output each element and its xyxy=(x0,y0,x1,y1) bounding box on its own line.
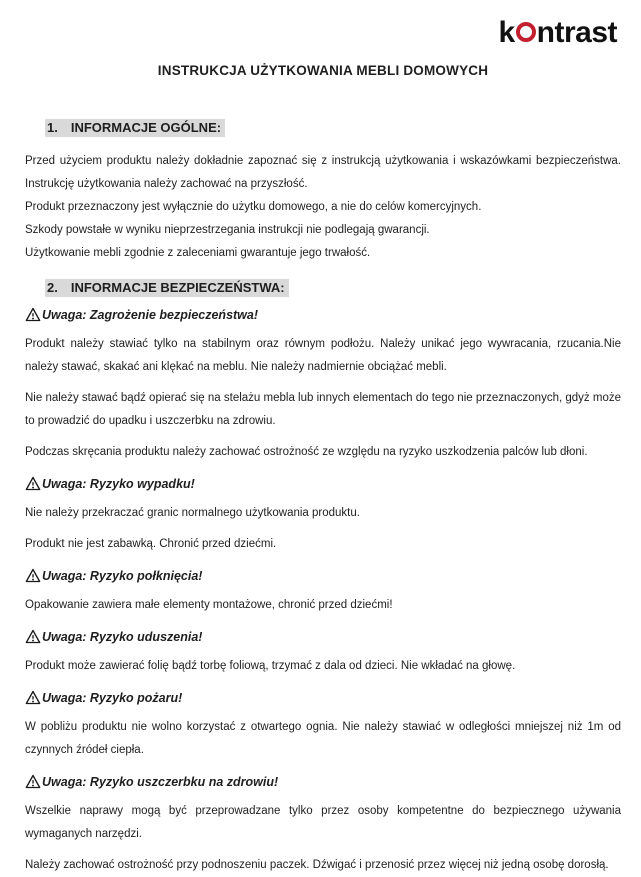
paragraph: Użytkowanie mebli zgodnie z zaleceniami gwarantuje jego trwałość. xyxy=(25,247,371,259)
warning-heading xyxy=(25,775,621,789)
warning-title-text: Uwaga: Ryzyko połknięcia! xyxy=(42,569,203,583)
paragraph: Wszelkie naprawy mogą być przeprowadzane tylko przez osoby kompetentne do bezpiecznego używania wymaganych narzędzi. xyxy=(25,805,621,840)
paragraph: Przed użyciem produktu należy dokładnie zapoznać się z instrukcją użytkowania i wskazówkami bezpieczeństwa. Instrukcję użytkowania należy zachować na przyszłość. xyxy=(25,155,621,190)
warning-triangle-icon xyxy=(25,568,41,583)
paragraph: Nie należy stawać bądź opierać się na stelażu mebla lub innych elementach do tego nie przeznaczonych, gdyż może to prowadzić do upadku i uszczerbku na zdrowiu. xyxy=(25,392,621,427)
document-title: INSTRUKCJA UŻYTKOWANIA MEBLI DOMOWYCH xyxy=(157,63,489,78)
heading-highlight xyxy=(45,119,225,137)
warning-title-text: Uwaga: Ryzyko pożaru! xyxy=(42,691,183,705)
heading-number: 2. xyxy=(47,280,58,295)
warning-title-text: Uwaga: Ryzyko uszczerbku na zdrowiu! xyxy=(42,775,279,789)
section-heading-general xyxy=(45,120,621,135)
paragraph: Należy zachować ostrożność przy podnoszeniu paczek. Dźwigać i przenosić przez więcej niż jedną osobę dorosłą. xyxy=(25,859,609,871)
warning-block xyxy=(25,308,621,464)
warning-heading xyxy=(25,630,621,644)
warning-block xyxy=(25,630,621,678)
logo-ring-o-icon xyxy=(516,22,536,42)
warning-title-text: Uwaga: Ryzyko uduszenia! xyxy=(42,630,203,644)
warning-triangle-icon xyxy=(25,629,41,644)
logo-text-k: k xyxy=(498,16,515,49)
warning-block xyxy=(25,569,621,617)
paragraph: Produkt przeznaczony jest wyłącznie do użytku domowego, a nie do celów komercyjnych. xyxy=(25,201,482,213)
paragraph: W pobliżu produktu nie wolno korzystać z otwartego ognia. Nie należy stawiać w odległości mniejszej niż 1m od czynnych źródeł ciepła. xyxy=(25,721,621,756)
warning-triangle-icon xyxy=(25,476,41,491)
warning-heading xyxy=(25,569,621,583)
warning-title-text: Uwaga: Ryzyko wypadku! xyxy=(42,477,195,491)
paragraph: Produkt należy stawiać tylko na stabilnym oraz równym podłożu. Należy unikać jego wywracania, rzucania.Nie należy stawać, skakać ani klękać na meblu. Nie należy nadmiernie obciążać mebli. xyxy=(25,338,621,373)
warning-title-text: Uwaga: Zagrożenie bezpieczeństwa! xyxy=(42,308,259,322)
section-heading-safety xyxy=(45,280,621,295)
warning-triangle-icon xyxy=(25,774,41,789)
paragraph: Produkt nie jest zabawką. Chronić przed dziećmi. xyxy=(25,538,277,550)
warning-block xyxy=(25,691,621,762)
heading-label: INFORMACJE BEZPIECZEŃSTWA: xyxy=(70,280,285,295)
warning-block xyxy=(25,477,621,556)
heading-number: 1. xyxy=(47,120,58,135)
paragraph: Podczas skręcania produktu należy zachować ostrożność ze względu na ryzyko uszkodzenia palców lub dłoni. xyxy=(25,446,588,458)
kontrast-logo xyxy=(25,0,621,54)
paragraph: Szkody powstałe w wyniku nieprzestrzegania instrukcji nie podlegają gwarancji. xyxy=(25,224,430,236)
paragraph: Produkt może zawierać folię bądź torbę foliową, trzymać z dala od dzieci. Nie wkładać na głowę. xyxy=(25,660,516,672)
warning-heading xyxy=(25,477,621,491)
warning-triangle-icon xyxy=(25,690,41,705)
heading-highlight xyxy=(45,279,289,297)
heading-label: INFORMACJE OGÓLNE: xyxy=(70,120,222,135)
logo-text-ntrast: ntrast xyxy=(536,16,617,49)
warning-heading xyxy=(25,691,621,705)
warning-heading xyxy=(25,308,621,322)
paragraph: Opakowanie zawiera małe elementy montażowe, chronić przed dziećmi! xyxy=(25,599,393,611)
paragraph: Nie należy przekraczać granic normalnego użytkowania produktu. xyxy=(25,507,360,519)
warning-block xyxy=(25,775,621,877)
warning-triangle-icon xyxy=(25,307,41,322)
